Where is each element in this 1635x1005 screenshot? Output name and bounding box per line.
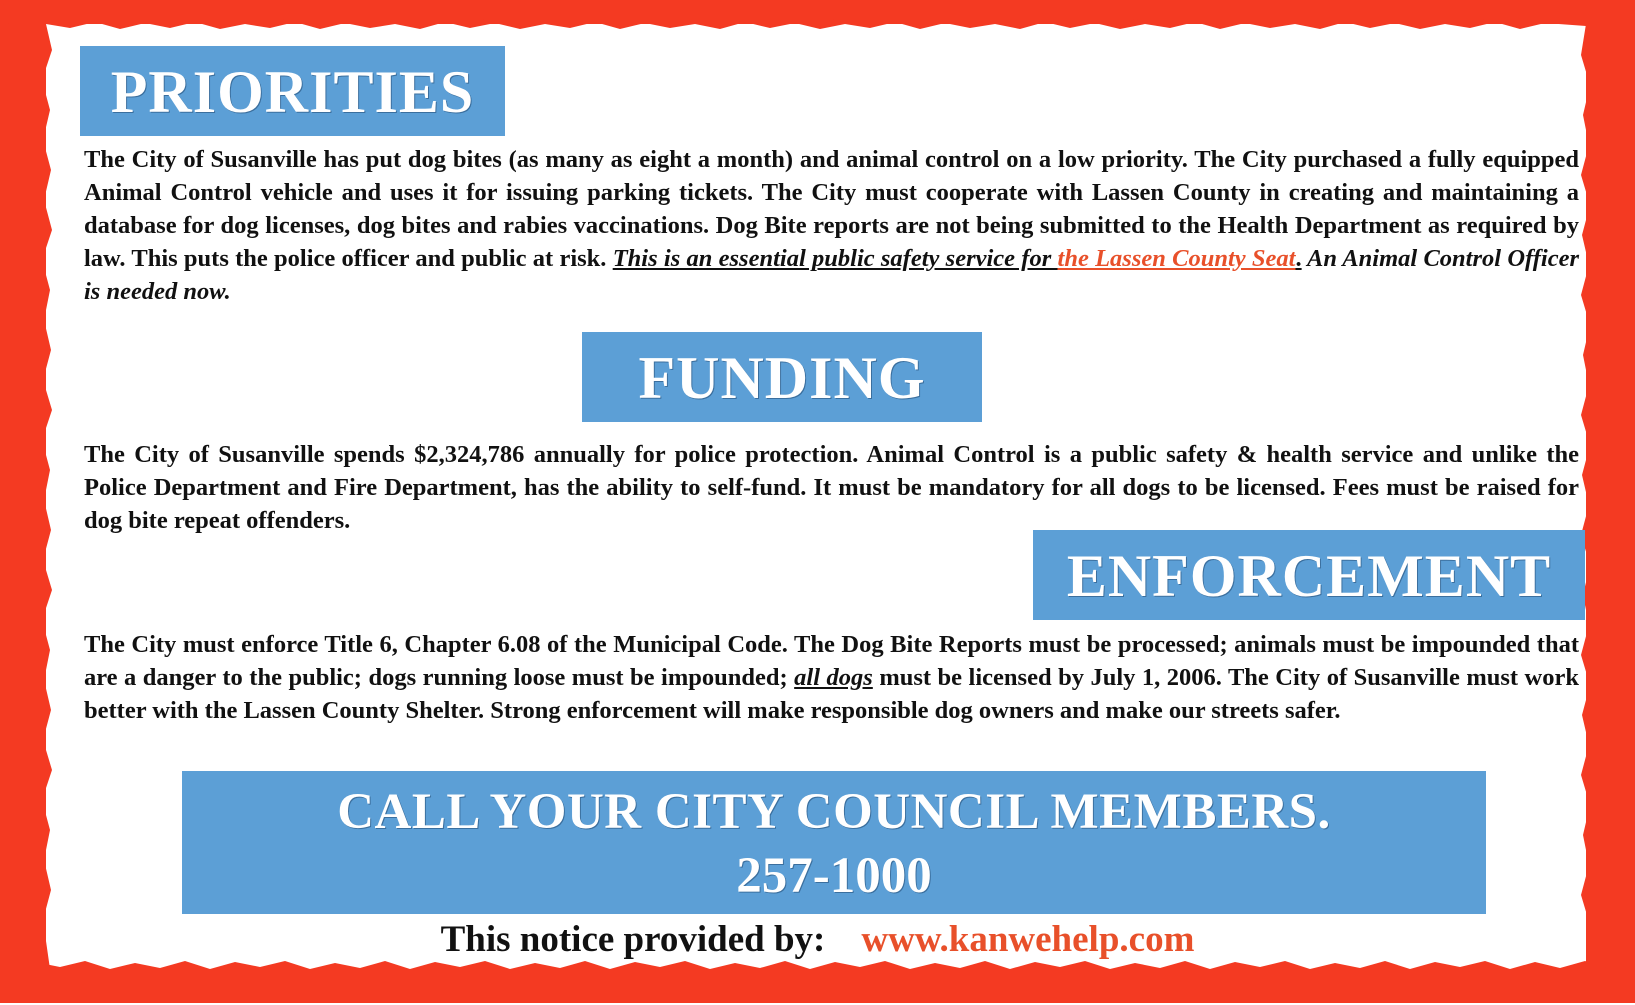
lassen-county-seat-link[interactable]: the Lassen County Seat xyxy=(1057,245,1296,272)
priorities-text-2: An Animal Control Officer is needed now. xyxy=(84,245,1579,305)
priorities-paragraph xyxy=(84,143,1579,308)
enforcement-text-1: The City must enforce Title 6, Chapter 6.08 of the Municipal Code. The Dog Bite Reports must be processed; animals must be impounded that are a danger to the public; dogs running loose must be impounded; xyxy=(84,631,1579,691)
torn-edge-left xyxy=(30,0,90,1003)
funding-paragraph: The City of Susanville spends $2,324,786 annually for police protection. Animal Control is a public safety & health service and unlike the Police Department and Fire Department, has the ability to self-fund. It must be mandatory for all dogs to be licensed. Fees must be raised for dog bite repeat offenders. xyxy=(84,441,1579,534)
all-dogs-emphasis: all dogs xyxy=(794,664,873,691)
enforcement-heading: ENFORCEMENT xyxy=(1033,530,1585,620)
torn-edge-overlay-top xyxy=(0,8,1635,48)
priorities-heading: PRIORITIES xyxy=(80,46,505,136)
enforcement-text-2: must be licensed by July 1, 2006. The City of Susanville must work better with the Lassen County Shelter. Strong enforcement will make responsible dog owners and make our streets safer. xyxy=(84,664,1579,724)
priorities-text-1: The City of Susanville has put dog bites (as many as eight a month) and animal control on a low priority. The City purchased a fully equipped Animal Control vehicle and uses it for issuing parking tickets. The City must cooperate with Lassen County in creating and maintaining a database for dog licenses, dog bites and rabies vaccinations. Dog Bite reports are not being submitted to the Health Department as required by law. This puts the police officer and public at risk. xyxy=(84,146,1579,272)
phone-number[interactable]: 257-1000 xyxy=(736,848,932,904)
enforcement-paragraph xyxy=(84,628,1579,727)
torn-edge-right xyxy=(1575,0,1635,1003)
torn-edge-bottom xyxy=(0,955,1635,1005)
funding-heading: FUNDING xyxy=(582,332,982,422)
call-to-action-box xyxy=(182,771,1486,914)
footer-notice xyxy=(0,918,1635,961)
emphasis-period: . xyxy=(1295,245,1302,272)
footer-label: This notice provided by: xyxy=(440,919,826,960)
essential-service-emphasis: This is an essential public safety service for xyxy=(612,245,1058,272)
call-council-heading: CALL YOUR CITY COUNCIL MEMBERS. xyxy=(337,784,1331,840)
website-link[interactable]: www.kanwehelp.com xyxy=(861,919,1195,960)
